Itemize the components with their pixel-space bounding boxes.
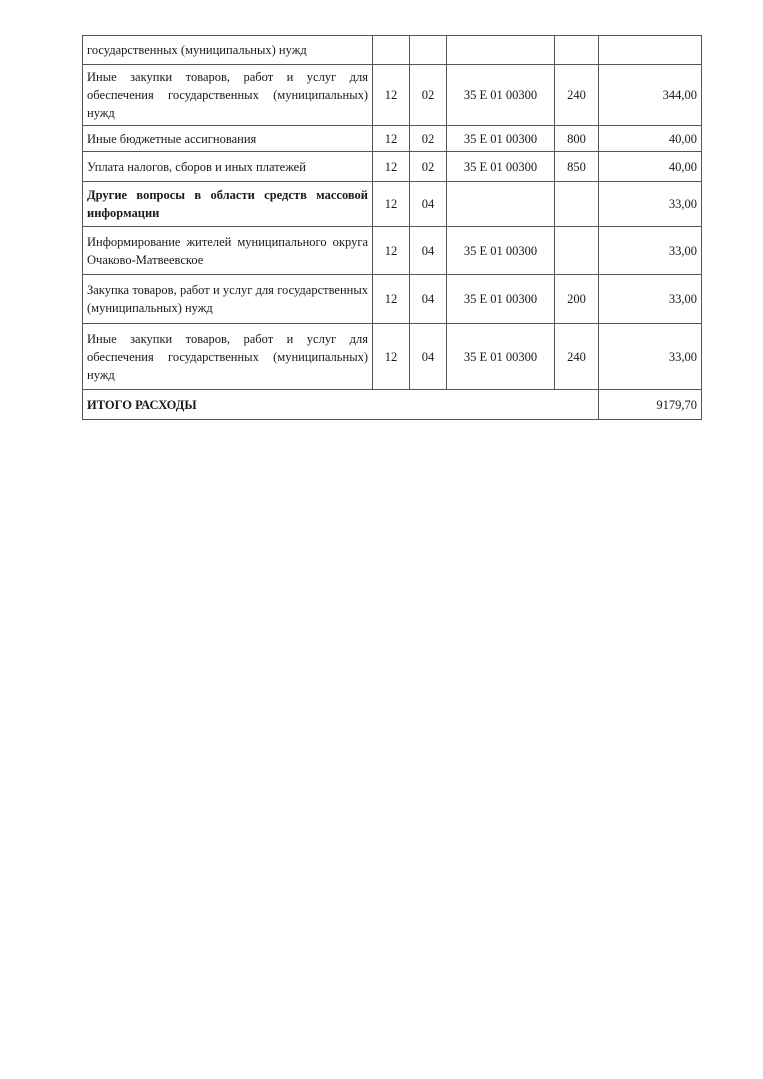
subsection-code: 02 — [410, 152, 447, 182]
budget-table — [82, 35, 702, 420]
amount — [599, 36, 702, 65]
amount: 33,00 — [599, 324, 702, 390]
table-row — [83, 227, 702, 275]
row-description: Иные бюджетные ассигнования — [83, 126, 373, 152]
row-description: государственных (муниципальных) нужд — [83, 36, 373, 65]
subsection-code: 04 — [410, 275, 447, 324]
row-description: Уплата налогов, сборов и иных платежей — [83, 152, 373, 182]
expense-type-code — [555, 182, 599, 227]
section-code: 12 — [373, 152, 410, 182]
target-article-code: 35 Е 01 00300 — [447, 152, 555, 182]
subsection-code: 02 — [410, 65, 447, 126]
target-article-code: 35 Е 01 00300 — [447, 324, 555, 390]
table-row — [83, 324, 702, 390]
expense-type-code — [555, 227, 599, 275]
target-article-code — [447, 36, 555, 65]
subsection-code — [410, 36, 447, 65]
table-row — [83, 126, 702, 152]
subsection-code: 02 — [410, 126, 447, 152]
amount: 33,00 — [599, 275, 702, 324]
amount: 40,00 — [599, 126, 702, 152]
target-article-code: 35 Е 01 00300 — [447, 227, 555, 275]
section-code — [373, 36, 410, 65]
total-row — [83, 390, 702, 420]
expense-type-code — [555, 36, 599, 65]
section-code: 12 — [373, 275, 410, 324]
amount: 33,00 — [599, 227, 702, 275]
table-row — [83, 182, 702, 227]
expense-type-code: 240 — [555, 65, 599, 126]
subsection-code: 04 — [410, 182, 447, 227]
expense-type-code: 800 — [555, 126, 599, 152]
section-code: 12 — [373, 65, 410, 126]
expense-type-code: 240 — [555, 324, 599, 390]
target-article-code — [447, 182, 555, 227]
target-article-code: 35 Е 01 00300 — [447, 275, 555, 324]
amount: 33,00 — [599, 182, 702, 227]
section-code: 12 — [373, 324, 410, 390]
row-description: Иные закупки товаров, работ и услуг для обеспечения государственных (муниципальных) нужд — [83, 324, 373, 390]
total-label: ИТОГО РАСХОДЫ — [83, 390, 599, 420]
table-row — [83, 152, 702, 182]
table-row — [83, 65, 702, 126]
section-code: 12 — [373, 126, 410, 152]
row-description: Другие вопросы в области средств массовой информации — [83, 182, 373, 227]
expense-type-code: 200 — [555, 275, 599, 324]
subsection-code: 04 — [410, 324, 447, 390]
table-row — [83, 275, 702, 324]
section-code: 12 — [373, 227, 410, 275]
row-description: Иные закупки товаров, работ и услуг для обеспечения государственных (муниципальных) нужд — [83, 65, 373, 126]
expense-type-code: 850 — [555, 152, 599, 182]
target-article-code: 35 Е 01 00300 — [447, 126, 555, 152]
table-row — [83, 36, 702, 65]
amount: 344,00 — [599, 65, 702, 126]
target-article-code: 35 Е 01 00300 — [447, 65, 555, 126]
row-description: Закупка товаров, работ и услуг для государственных (муниципальных) нужд — [83, 275, 373, 324]
row-description: Информирование жителей муниципального округа Очаково-Матвеевское — [83, 227, 373, 275]
amount: 40,00 — [599, 152, 702, 182]
subsection-code: 04 — [410, 227, 447, 275]
total-amount: 9179,70 — [599, 390, 702, 420]
section-code: 12 — [373, 182, 410, 227]
